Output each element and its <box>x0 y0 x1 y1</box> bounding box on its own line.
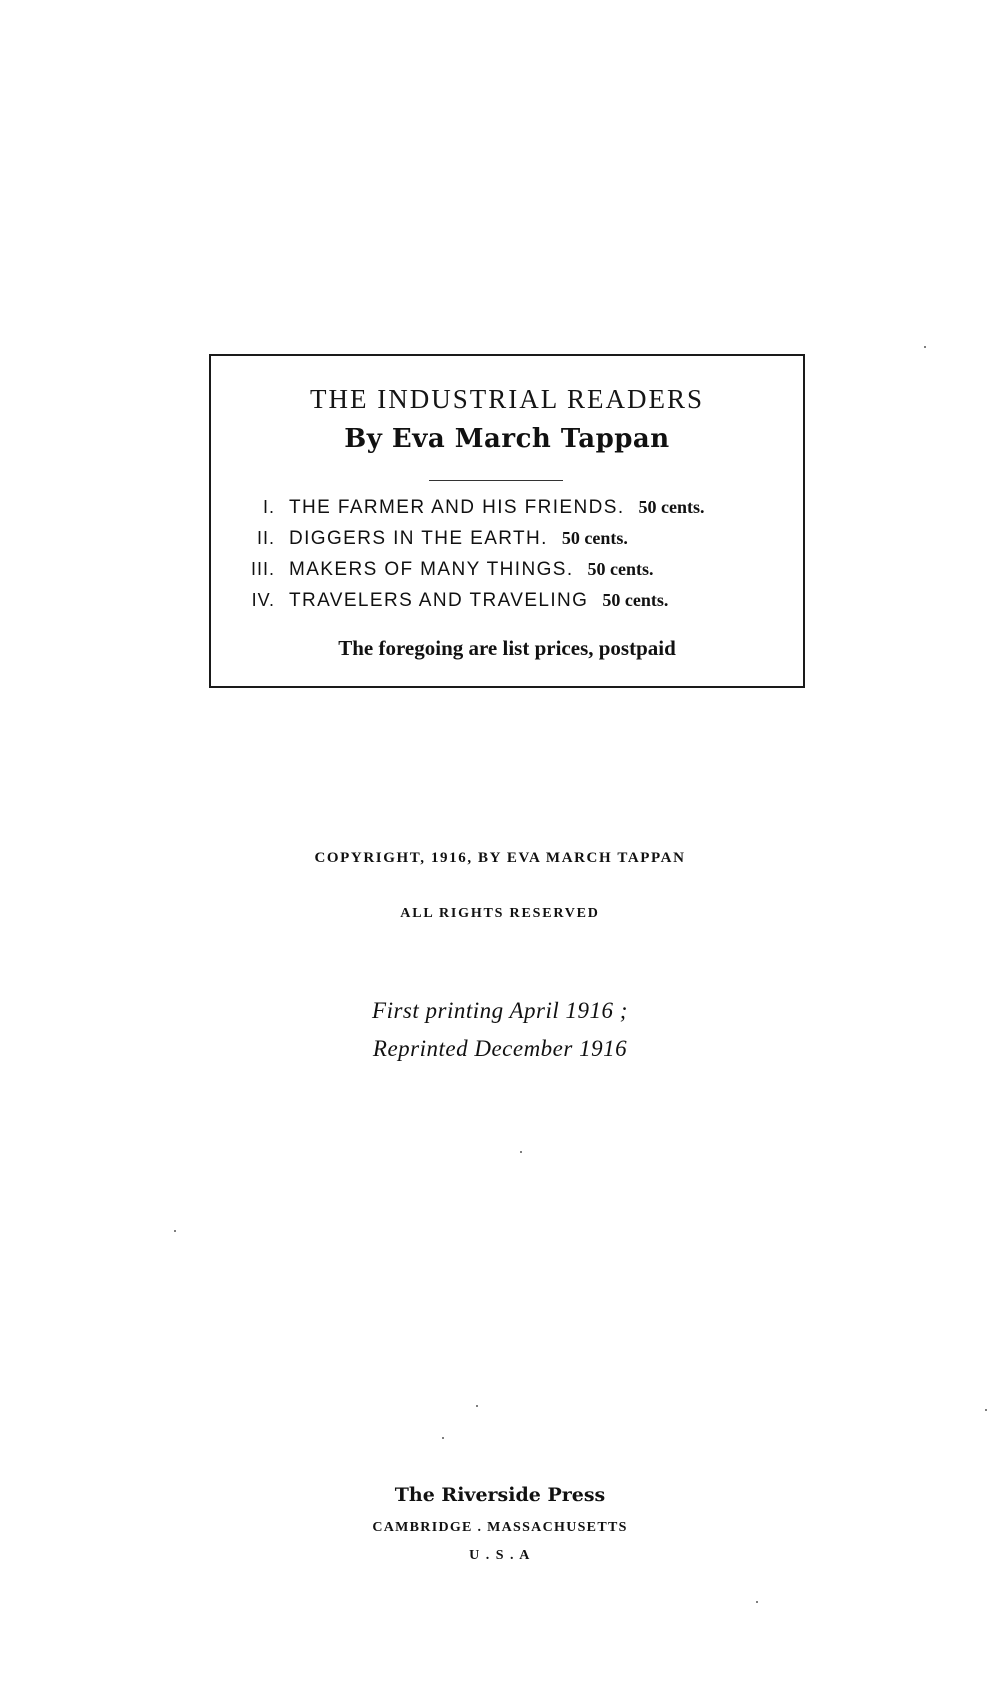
list-item <box>237 497 705 527</box>
scan-speck <box>476 1405 478 1407</box>
book-numeral: IV. <box>251 590 275 610</box>
scan-speck <box>985 1409 987 1411</box>
publisher-country: U . S . A <box>469 1548 531 1563</box>
book-price: 50 cents. <box>602 590 669 610</box>
series-author: By Eva March Tappan <box>344 424 670 454</box>
scan-speck <box>442 1437 444 1439</box>
copyright-notice: COPYRIGHT, 1916, BY EVA MARCH TAPPAN <box>314 850 686 866</box>
book-numeral: I. <box>262 497 275 517</box>
list-item <box>237 528 628 558</box>
series-advertisement-box <box>209 354 805 688</box>
book-numeral: II. <box>256 528 275 548</box>
book-numeral: III. <box>250 559 275 579</box>
scan-speck <box>520 1151 522 1153</box>
publisher-name: The Riverside Press <box>394 1484 606 1506</box>
book-price: 50 cents. <box>561 528 628 548</box>
reprint-date: Reprinted December 1916 <box>372 1036 628 1061</box>
list-item <box>237 590 668 620</box>
book-price: 50 cents. <box>638 497 705 517</box>
rights-reserved: ALL RIGHTS RESERVED <box>400 906 600 921</box>
book-title: TRAVELERS AND TRAVELING <box>289 590 589 611</box>
price-note: The foregoing are list prices, postpaid <box>338 636 676 660</box>
scan-speck <box>756 1601 758 1603</box>
list-item <box>237 559 654 589</box>
scan-speck <box>174 1230 176 1232</box>
book-title: THE FARMER AND HIS FRIENDS. <box>289 497 625 518</box>
book-title: DIGGERS IN THE EARTH. <box>289 528 548 549</box>
book-title: MAKERS OF MANY THINGS. <box>289 559 574 580</box>
first-printing: First printing April 1916 ; <box>372 998 628 1023</box>
series-title: THE INDUSTRIAL READERS <box>310 384 704 414</box>
divider-rule <box>429 480 563 481</box>
book-price: 50 cents. <box>587 559 654 579</box>
scan-speck <box>924 346 926 348</box>
publisher-city: CAMBRIDGE . MASSACHUSETTS <box>372 1520 628 1535</box>
